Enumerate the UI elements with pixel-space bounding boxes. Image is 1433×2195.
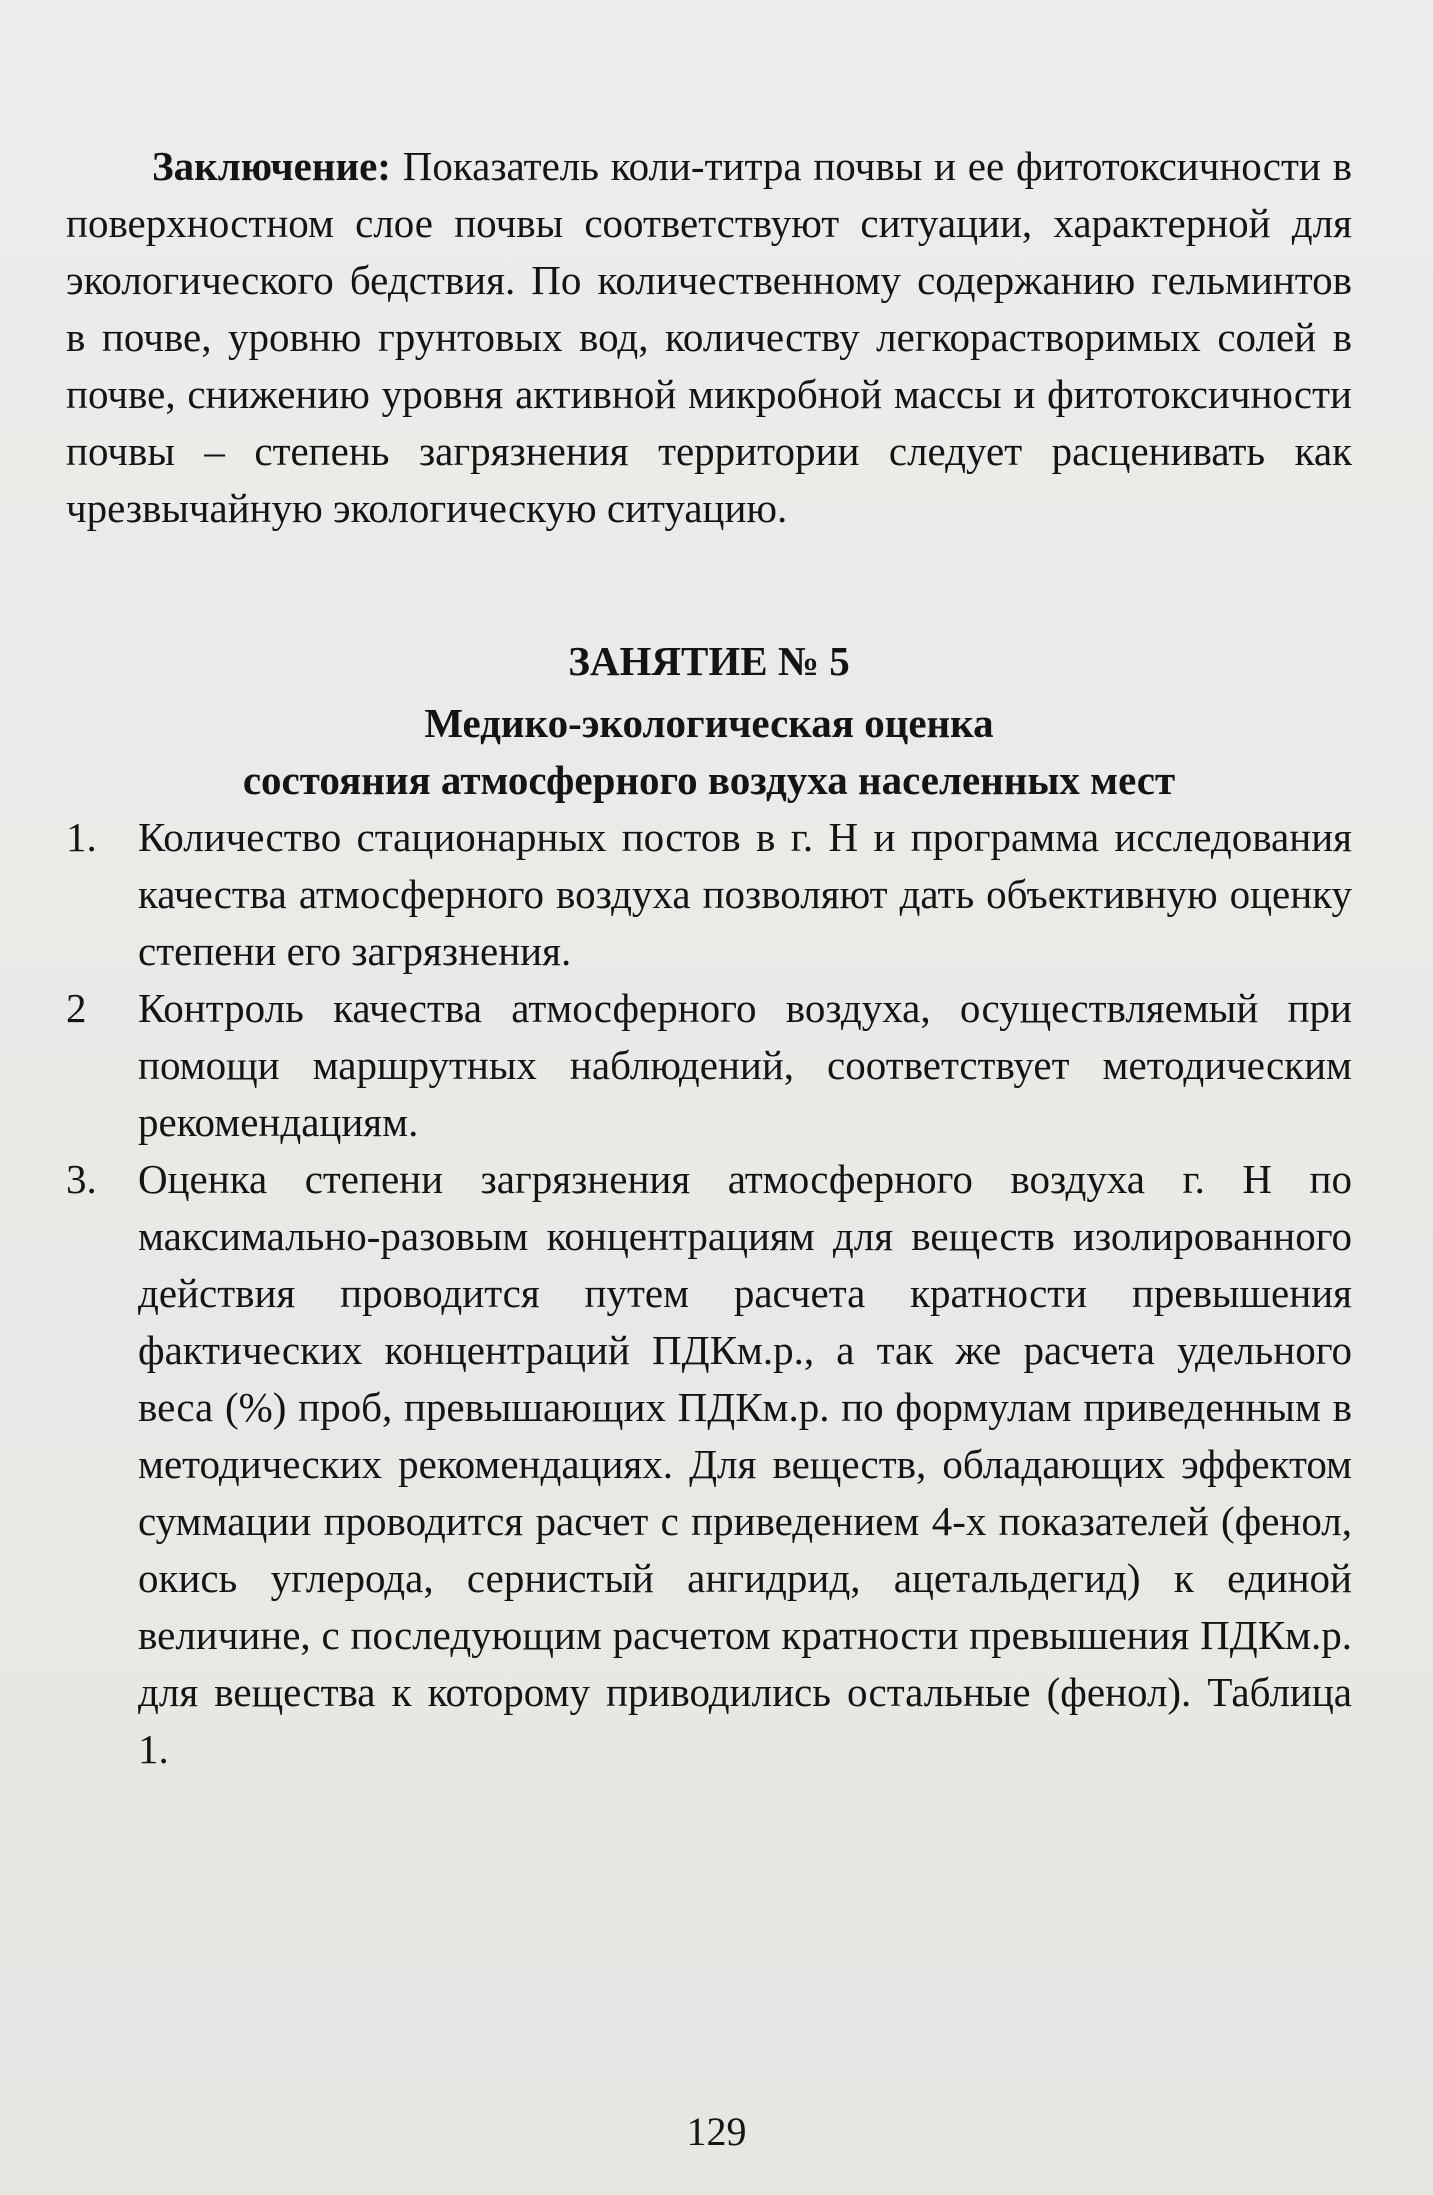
list-item	[66, 980, 1352, 1151]
section-subtitle-line1: Медико-экологическая оценка	[424, 700, 994, 746]
page-content	[66, 138, 1352, 1778]
conclusion-paragraph	[66, 138, 1352, 537]
section-subtitle-line2: состояния атмосферного воздуха населенных мест	[242, 757, 1176, 803]
conclusion-text: Показатель коли-титра почвы и ее фитотоксичности в поверхностном слое почвы соответствуют ситуации, характерной для экологического бедствия. По количественному содержанию гельминтов в почве, уровню грунтовых вод, количеству легкорастворимых солей в почве, снижению уровня активной микробной массы и фитотоксичности почвы – степень загрязнения территории следует расценивать как чрезвычайную экологическую ситуацию.	[66, 143, 1352, 531]
list-item-text: Оценка степени загрязнения атмосферного воздуха г. Н по максимально-разовым концентрациям для веществ изолированного действия проводится путем расчета кратности превышения фактических концентраций ПДКм.р., а так же расчета удельного веса (%) проб, превышающих ПДКм.р. по формулам приведенным в методических рекомендациях. Для веществ, обладающих эффектом суммации проводится расчет с приведением 4-х показателей (фенол, окись углерода, сернистый ангидрид, ацетальдегид) к единой величине, с последующим расчетом кратности превышения ПДКм.р. для вещества к которому приводились остальные (фенол). Таблица 1.	[138, 1156, 1352, 1772]
list-item-number: 3.	[66, 1156, 97, 1202]
list-item	[66, 1151, 1352, 1778]
numbered-list	[66, 809, 1352, 1778]
section-title: ЗАНЯТИЕ № 5	[568, 638, 850, 684]
list-item	[66, 809, 1352, 980]
page-number: 129	[686, 2109, 747, 2154]
list-item-number: 1.	[66, 814, 97, 860]
list-item-text: Контроль качества атмосферного воздуха, осуществляемый при помощи маршрутных наблюдений, соответствует методическим рекомендациям.	[138, 985, 1352, 1145]
list-item-text: Количество стационарных постов в г. Н и программа исследования качества атмосферного воздуха позволяют дать объективную оценку степени его загрязнения.	[138, 814, 1352, 974]
list-item-number: 2	[66, 985, 87, 1031]
conclusion-label: Заключение:	[152, 143, 391, 189]
